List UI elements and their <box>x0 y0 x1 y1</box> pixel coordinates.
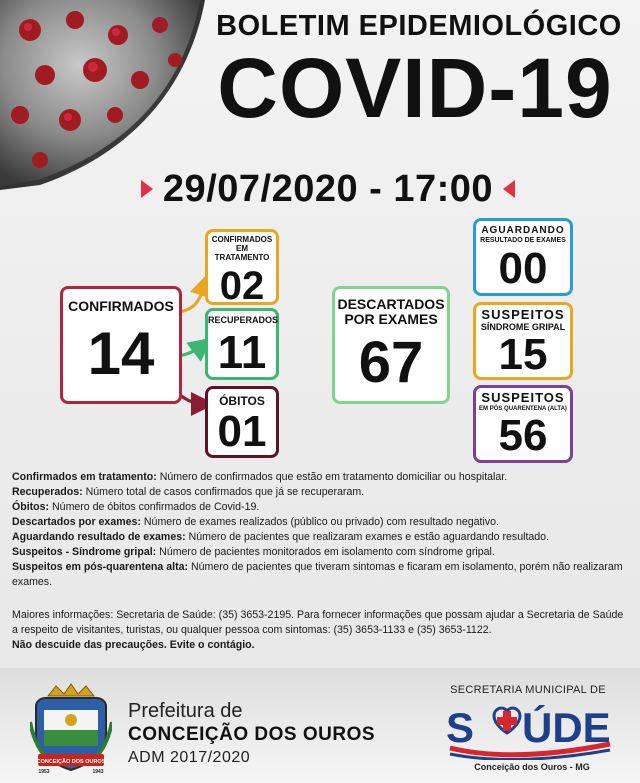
legend-text: Número de exames realizados (público ou privado) com resultado negativo. <box>140 516 499 528</box>
card-tratamento-label <box>208 236 276 262</box>
card-tratamento-label-2: EM TRATAMENTO <box>214 243 270 262</box>
card-quarentena-value: 56 <box>498 410 548 460</box>
card-aguardando <box>473 218 573 296</box>
legend-term: Suspeitos - Síndrome gripal: <box>12 546 157 558</box>
bulletin-date: 29/07/2020 - 17:00 <box>162 167 494 210</box>
date-banner <box>118 165 538 213</box>
card-descartados <box>332 286 450 404</box>
card-tratamento-label-1: CONFIRMADOS <box>211 235 273 244</box>
card-quarentena-label-2: EM PÓS QUARENTENA (ALTA) <box>479 406 567 413</box>
prefeitura-line-3: ADM 2017/2020 <box>128 749 251 766</box>
card-descartados-label <box>335 297 447 328</box>
card-confirmados-value: 14 <box>87 320 155 388</box>
legend-term: Óbitos: <box>12 501 50 513</box>
legend-text: Número total de casos confirmados que já se recuperaram. <box>82 486 365 498</box>
card-tratamento <box>205 229 279 309</box>
secretaria-label: SECRETARIA MUNICIPAL DE <box>450 684 606 696</box>
legend-item <box>12 545 630 560</box>
city-crest-icon <box>30 682 112 774</box>
card-aguardando-label-2: RESULTADO DE EXAMES <box>480 237 566 244</box>
card-descartados-label-2: POR EXAMES <box>344 311 438 328</box>
legend <box>12 470 630 590</box>
legend-item <box>12 500 630 515</box>
saude-logo <box>440 698 616 760</box>
prefeitura-line-2: CONCEIÇÃO DOS OUROS <box>128 724 376 745</box>
legend-item <box>12 530 630 545</box>
legend-term: Descartados por exames: <box>12 516 141 528</box>
triangle-right-icon <box>141 180 153 198</box>
card-obitos <box>205 386 279 458</box>
prefeitura-line-1: Prefeitura de <box>128 700 243 722</box>
card-confirmados <box>60 286 182 404</box>
coronavirus-illustration <box>0 0 205 190</box>
legend-text: Número de confirmados que estão em tratamento domiciliar ou hospitalar. <box>156 471 508 483</box>
crest-label: CONCEIÇÃO DOS OUROS <box>36 759 106 765</box>
legend-item <box>12 515 630 530</box>
heart-cross-icon <box>494 708 520 733</box>
card-tratamento-value: 02 <box>219 264 265 309</box>
bulletin-title-top: BOLETIM EPIDEMIOLÓGICO <box>216 10 622 42</box>
card-quarentena-label-1: SUSPEITOS <box>481 390 565 405</box>
saude-letter-s: S <box>446 704 475 751</box>
legend-term: Recuperados: <box>12 486 83 498</box>
legend-text: Número de pacientes que realizaram exames e estão aguardando resultado. <box>185 531 550 543</box>
card-aguardando-label-1: AGUARDANDO <box>481 225 565 236</box>
card-descartados-label-1: DESCARTADOS <box>337 296 445 312</box>
info-section <box>12 608 630 653</box>
card-obitos-label: ÓBITOS <box>219 394 265 408</box>
card-sindrome <box>473 302 573 380</box>
info-paragraph: Maiores informações: Secretaria de Saúde: (35) 3653-2195. Para fornecer informações que possam ajudar a Secretaria de Saúde a respeito de visitantes, turistas, ou qualquer pessoa com sintomas: (35) 3653-1133 e (35) 3653-1122. <box>12 609 624 636</box>
legend-text: Número de pacientes que tiveram sintomas e ficaram em isolamento, porém não realizaram exames. <box>12 561 623 588</box>
card-sindrome-value: 15 <box>498 330 548 380</box>
bulletin-title-main: COVID-19 <box>217 41 613 135</box>
crest-year-right: 1943 <box>92 769 104 774</box>
card-recuperados <box>205 308 279 380</box>
triangle-left-icon <box>503 180 515 198</box>
arrow-to-tratamento <box>178 284 205 312</box>
card-sindrome-label-1: SUSPEITOS <box>481 307 565 322</box>
legend-term: Suspeitos em pós-quarentena alta: <box>12 561 189 573</box>
card-recuperados-value: 11 <box>217 325 267 378</box>
legend-text: Número de pacientes monitorados em isolamento com síndrome gripal. <box>156 546 495 558</box>
card-aguardando-value: 00 <box>498 243 548 293</box>
card-quarentena <box>473 385 573 463</box>
card-sindrome-label-2: SÍNDROME GRIPAL <box>480 322 566 333</box>
legend-item <box>12 470 630 485</box>
legend-item <box>12 485 630 500</box>
card-confirmados-label: CONFIRMADOS <box>68 298 174 314</box>
card-recuperados-label: RECUPERADOS <box>208 315 279 325</box>
card-descartados-value: 67 <box>358 329 424 395</box>
warning-text: Não descuide das precauções. Evite o contágio. <box>12 639 255 651</box>
legend-item <box>12 560 630 590</box>
crest-year-left: 1953 <box>38 769 50 774</box>
saude-letters-rest: ÚDE <box>522 704 611 751</box>
legend-term: Confirmados em tratamento: <box>12 471 157 483</box>
legend-text: Número de óbitos confirmados de Covid-19. <box>49 501 260 513</box>
card-obitos-value: 01 <box>217 407 267 457</box>
city-state-label: Conceição dos Ouros - MG <box>474 762 590 772</box>
legend-term: Aguardando resultado de exames: <box>12 531 186 543</box>
